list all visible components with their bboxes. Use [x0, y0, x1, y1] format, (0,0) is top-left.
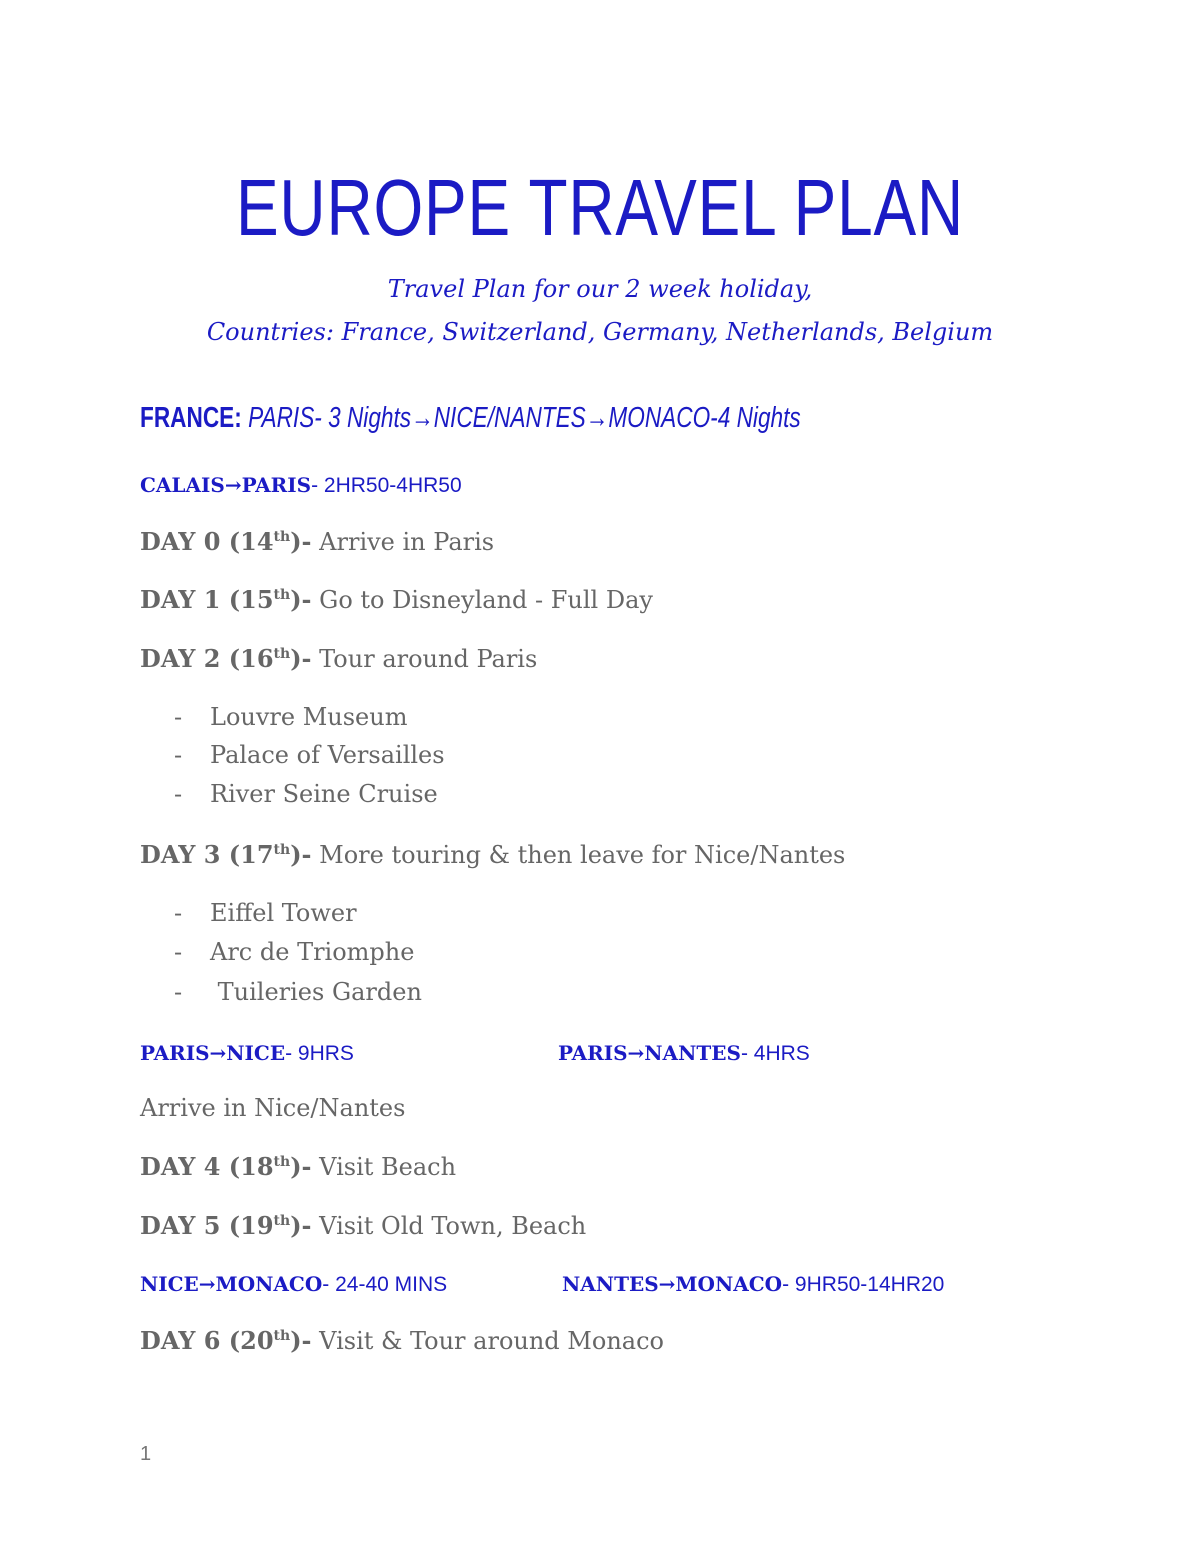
day-ordinal: th	[273, 842, 291, 858]
day-close: )-	[290, 1211, 312, 1240]
subtitle-countries: Countries: France, Switzerland, Germany, Netherlands, Belgium	[206, 318, 994, 346]
route-nice-monaco	[140, 1272, 447, 1297]
day-2-line	[140, 644, 537, 673]
day-label: DAY 3 (17	[140, 840, 274, 869]
day-0-line	[140, 527, 494, 556]
day-ordinal: th	[273, 1328, 291, 1344]
section-country: FRANCE:	[140, 402, 242, 434]
bullet-dash: -	[174, 780, 183, 808]
route-time: - 4HRS	[740, 1042, 810, 1065]
page-number: 1	[140, 1443, 152, 1465]
section-heading-france	[140, 402, 801, 435]
day-label: DAY 2 (16	[140, 644, 274, 673]
day-close: )-	[290, 585, 312, 614]
day-ordinal: th	[273, 529, 291, 545]
list-item-text: Palace of Versailles	[210, 741, 445, 769]
day-label: DAY 4 (18	[140, 1152, 274, 1181]
day-close: )-	[290, 644, 312, 673]
day-close: )-	[290, 1326, 312, 1355]
route-name: CALAIS→PARIS	[140, 473, 312, 497]
section-route: PARIS- 3 Nights→NICE/NANTES→MONACO-4 Nights	[241, 402, 801, 434]
day-ordinal: th	[273, 1154, 291, 1170]
day-close: )-	[290, 840, 312, 869]
route-time: - 9HR50-14HR20	[782, 1273, 945, 1296]
route-paris-nice	[140, 1041, 354, 1066]
arrive-nice-line: Arrive in Nice/Nantes	[140, 1094, 406, 1122]
route-calais-paris	[140, 473, 462, 498]
day-label: DAY 5 (19	[140, 1211, 274, 1240]
day-label: DAY 1 (15	[140, 585, 274, 614]
bullet-dash: -	[174, 899, 183, 927]
document-title: EUROPE TRAVEL PLAN	[235, 163, 965, 252]
day-4-line	[140, 1152, 456, 1181]
subtitle-holiday: Travel Plan for our 2 week holiday,	[387, 275, 813, 303]
day-label: DAY 6 (20	[140, 1326, 274, 1355]
bullet-dash: -	[174, 703, 183, 731]
list-item-text: Tuileries Garden	[210, 978, 422, 1006]
day-ordinal: th	[273, 646, 291, 662]
list-item-text: River Seine Cruise	[210, 780, 438, 808]
bullet-dash: -	[174, 978, 183, 1006]
route-time: - 9HRS	[285, 1042, 354, 1065]
day-text: Arrive in Paris	[311, 528, 495, 556]
day-1-line	[140, 585, 653, 614]
day-text: More touring & then leave for Nice/Nantes	[311, 841, 846, 869]
day-close: )-	[290, 1152, 312, 1181]
day-ordinal: th	[273, 1213, 291, 1229]
bullet-dash: -	[174, 741, 183, 769]
list-item-text: Arc de Triomphe	[210, 938, 415, 966]
route-time: - 2HR50-4HR50	[311, 474, 462, 497]
day-close: )-	[290, 527, 312, 556]
day-text: Visit & Tour around Monaco	[311, 1327, 664, 1355]
bullet-dash: -	[174, 938, 183, 966]
day-text: Visit Beach	[311, 1153, 457, 1181]
route-time: - 24-40 MINS	[322, 1273, 448, 1296]
day-5-line	[140, 1211, 586, 1240]
route-nantes-monaco	[562, 1272, 944, 1297]
day-3-line	[140, 840, 845, 869]
day-6-line	[140, 1326, 664, 1355]
day-text: Go to Disneyland - Full Day	[311, 586, 653, 614]
list-item-text: Eiffel Tower	[210, 899, 357, 927]
route-name: NICE→MONACO	[140, 1272, 323, 1296]
route-paris-nantes	[558, 1041, 810, 1066]
day-label: DAY 0 (14	[140, 527, 274, 556]
list-item-text: Louvre Museum	[210, 703, 408, 731]
route-name: NANTES→MONACO	[562, 1272, 783, 1296]
route-name: PARIS→NANTES	[558, 1041, 741, 1065]
day-text: Tour around Paris	[311, 645, 538, 673]
day-text: Visit Old Town, Beach	[311, 1212, 587, 1240]
route-name: PARIS→NICE	[140, 1041, 286, 1065]
day-ordinal: th	[273, 587, 291, 603]
